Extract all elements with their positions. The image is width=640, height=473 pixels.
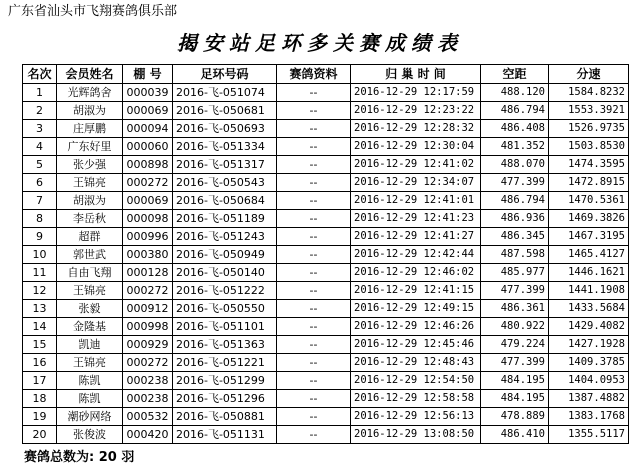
cell-rank: 10 [23, 246, 57, 264]
table-row [23, 120, 629, 138]
cell-loft: 000420 [123, 426, 173, 444]
table-row [23, 354, 629, 372]
cell-member: 自由飞翔 [57, 264, 123, 282]
cell-speed: 1429.4082 [549, 318, 629, 336]
cell-rank: 4 [23, 138, 57, 156]
table-row [23, 228, 629, 246]
cell-rank: 18 [23, 390, 57, 408]
cell-rank: 2 [23, 102, 57, 120]
table-row [23, 210, 629, 228]
cell-speed: 1553.3921 [549, 102, 629, 120]
cell-time: 2016-12-29 12:41:02 [351, 156, 481, 174]
table-row [23, 192, 629, 210]
cell-member: 张少强 [57, 156, 123, 174]
table-row [23, 246, 629, 264]
cell-ring: 2016-飞-050550 [173, 300, 277, 318]
cell-rank: 19 [23, 408, 57, 426]
cell-loft: 000098 [123, 210, 173, 228]
cell-ring: 2016-飞-051317 [173, 156, 277, 174]
cell-time: 2016-12-29 12:41:15 [351, 282, 481, 300]
cell-info: -- [277, 354, 351, 372]
column-header-member: 会员姓名 [57, 65, 123, 84]
cell-speed: 1465.4127 [549, 246, 629, 264]
cell-ring: 2016-飞-050543 [173, 174, 277, 192]
club-name: 广东省汕头市飞翔赛鸽俱乐部 [8, 4, 178, 19]
cell-loft: 000069 [123, 102, 173, 120]
cell-distance: 486.794 [481, 102, 549, 120]
cell-speed: 1470.5361 [549, 192, 629, 210]
cell-loft: 000929 [123, 336, 173, 354]
cell-member: 张俊波 [57, 426, 123, 444]
cell-speed: 1503.8530 [549, 138, 629, 156]
cell-loft: 000996 [123, 228, 173, 246]
table-row [23, 282, 629, 300]
cell-info: -- [277, 174, 351, 192]
cell-member: 超群 [57, 228, 123, 246]
cell-rank: 5 [23, 156, 57, 174]
cell-ring: 2016-飞-051299 [173, 372, 277, 390]
cell-speed: 1387.4882 [549, 390, 629, 408]
cell-member: 王锦亮 [57, 354, 123, 372]
cell-info: -- [277, 372, 351, 390]
cell-time: 2016-12-29 12:49:15 [351, 300, 481, 318]
cell-member: 潮砂网络 [57, 408, 123, 426]
table-row [23, 426, 629, 444]
cell-distance: 486.408 [481, 120, 549, 138]
cell-ring: 2016-飞-051222 [173, 282, 277, 300]
column-header-rank: 名次 [23, 65, 57, 84]
cell-speed: 1441.1908 [549, 282, 629, 300]
cell-distance: 486.794 [481, 192, 549, 210]
cell-loft: 000272 [123, 174, 173, 192]
table-row [23, 390, 629, 408]
cell-rank: 3 [23, 120, 57, 138]
table-row [23, 156, 629, 174]
cell-distance: 477.399 [481, 354, 549, 372]
cell-rank: 1 [23, 84, 57, 102]
cell-member: 凯迪 [57, 336, 123, 354]
cell-member: 胡淑为 [57, 192, 123, 210]
column-header-info: 赛鸽资料 [277, 65, 351, 84]
cell-info: -- [277, 138, 351, 156]
cell-distance: 488.070 [481, 156, 549, 174]
cell-speed: 1446.1621 [549, 264, 629, 282]
cell-loft: 000272 [123, 354, 173, 372]
cell-ring: 2016-飞-051363 [173, 336, 277, 354]
cell-info: -- [277, 282, 351, 300]
cell-speed: 1474.3595 [549, 156, 629, 174]
cell-rank: 11 [23, 264, 57, 282]
cell-rank: 7 [23, 192, 57, 210]
cell-ring: 2016-飞-051131 [173, 426, 277, 444]
cell-loft: 000238 [123, 372, 173, 390]
table-row [23, 264, 629, 282]
cell-distance: 481.352 [481, 138, 549, 156]
table-row [23, 336, 629, 354]
cell-time: 2016-12-29 12:23:22 [351, 102, 481, 120]
report-title: 揭安站足环多关赛成绩表 [177, 31, 463, 55]
column-header-speed: 分速 [549, 65, 629, 84]
table-row [23, 102, 629, 120]
cell-loft: 000069 [123, 192, 173, 210]
cell-ring: 2016-飞-051074 [173, 84, 277, 102]
cell-rank: 6 [23, 174, 57, 192]
cell-rank: 17 [23, 372, 57, 390]
cell-loft: 000898 [123, 156, 173, 174]
cell-time: 2016-12-29 12:41:23 [351, 210, 481, 228]
cell-time: 2016-12-29 12:34:07 [351, 174, 481, 192]
cell-time: 2016-12-29 12:42:44 [351, 246, 481, 264]
cell-rank: 9 [23, 228, 57, 246]
cell-info: -- [277, 120, 351, 138]
cell-rank: 20 [23, 426, 57, 444]
cell-info: -- [277, 264, 351, 282]
cell-rank: 12 [23, 282, 57, 300]
cell-speed: 1472.8915 [549, 174, 629, 192]
cell-distance: 477.399 [481, 174, 549, 192]
cell-ring: 2016-飞-051101 [173, 318, 277, 336]
table-header-row [23, 65, 629, 84]
cell-member: 王锦亮 [57, 174, 123, 192]
cell-time: 2016-12-29 12:46:02 [351, 264, 481, 282]
cell-member: 庄厚鹏 [57, 120, 123, 138]
cell-loft: 000912 [123, 300, 173, 318]
table-row [23, 318, 629, 336]
cell-speed: 1433.5684 [549, 300, 629, 318]
cell-member: 金隆基 [57, 318, 123, 336]
cell-distance: 479.224 [481, 336, 549, 354]
cell-distance: 487.598 [481, 246, 549, 264]
cell-info: -- [277, 156, 351, 174]
cell-info: -- [277, 426, 351, 444]
cell-info: -- [277, 210, 351, 228]
cell-speed: 1355.5117 [549, 426, 629, 444]
cell-member: 郭世武 [57, 246, 123, 264]
cell-time: 2016-12-29 12:46:26 [351, 318, 481, 336]
column-header-ring: 足环号码 [173, 65, 277, 84]
cell-time: 2016-12-29 12:17:59 [351, 84, 481, 102]
cell-info: -- [277, 318, 351, 336]
cell-member: 胡淑为 [57, 102, 123, 120]
cell-distance: 480.922 [481, 318, 549, 336]
results-body [23, 84, 629, 444]
cell-ring: 2016-飞-051221 [173, 354, 277, 372]
cell-ring: 2016-飞-050881 [173, 408, 277, 426]
cell-distance: 486.361 [481, 300, 549, 318]
cell-loft: 000039 [123, 84, 173, 102]
cell-ring: 2016-飞-050681 [173, 102, 277, 120]
cell-time: 2016-12-29 12:54:50 [351, 372, 481, 390]
column-header-time: 归 巢 时 间 [351, 65, 481, 84]
cell-info: -- [277, 390, 351, 408]
cell-speed: 1584.8232 [549, 84, 629, 102]
cell-time: 2016-12-29 12:58:58 [351, 390, 481, 408]
cell-distance: 484.195 [481, 390, 549, 408]
cell-info: -- [277, 336, 351, 354]
cell-loft: 000380 [123, 246, 173, 264]
cell-ring: 2016-飞-050140 [173, 264, 277, 282]
cell-distance: 486.345 [481, 228, 549, 246]
cell-distance: 488.120 [481, 84, 549, 102]
column-header-loft: 棚 号 [123, 65, 173, 84]
cell-distance: 486.936 [481, 210, 549, 228]
total-count: 赛鸽总数为: 20 羽 [24, 450, 135, 465]
cell-speed: 1409.3785 [549, 354, 629, 372]
cell-time: 2016-12-29 13:08:50 [351, 426, 481, 444]
cell-ring: 2016-飞-051296 [173, 390, 277, 408]
cell-member: 光辉鸽舍 [57, 84, 123, 102]
cell-info: -- [277, 102, 351, 120]
cell-member: 李岳秋 [57, 210, 123, 228]
cell-rank: 8 [23, 210, 57, 228]
cell-member: 广东好里 [57, 138, 123, 156]
cell-time: 2016-12-29 12:45:46 [351, 336, 481, 354]
cell-speed: 1427.1928 [549, 336, 629, 354]
cell-ring: 2016-飞-051189 [173, 210, 277, 228]
cell-loft: 000094 [123, 120, 173, 138]
cell-time: 2016-12-29 12:30:04 [351, 138, 481, 156]
cell-info: -- [277, 408, 351, 426]
cell-loft: 000238 [123, 390, 173, 408]
cell-speed: 1467.3195 [549, 228, 629, 246]
cell-member: 陈凯 [57, 390, 123, 408]
cell-member: 张毅 [57, 300, 123, 318]
column-header-distance: 空距 [481, 65, 549, 84]
table-row [23, 138, 629, 156]
cell-ring: 2016-飞-050684 [173, 192, 277, 210]
cell-ring: 2016-飞-051334 [173, 138, 277, 156]
cell-rank: 13 [23, 300, 57, 318]
cell-loft: 000128 [123, 264, 173, 282]
cell-info: -- [277, 192, 351, 210]
cell-time: 2016-12-29 12:41:01 [351, 192, 481, 210]
table-row [23, 174, 629, 192]
cell-time: 2016-12-29 12:28:32 [351, 120, 481, 138]
table-row [23, 408, 629, 426]
cell-distance: 484.195 [481, 372, 549, 390]
cell-loft: 000532 [123, 408, 173, 426]
cell-ring: 2016-飞-051243 [173, 228, 277, 246]
cell-info: -- [277, 246, 351, 264]
cell-distance: 477.399 [481, 282, 549, 300]
results-table [22, 64, 629, 444]
cell-speed: 1526.9735 [549, 120, 629, 138]
cell-speed: 1404.0953 [549, 372, 629, 390]
cell-info: -- [277, 300, 351, 318]
cell-speed: 1469.3826 [549, 210, 629, 228]
cell-info: -- [277, 228, 351, 246]
table-row [23, 372, 629, 390]
cell-member: 王锦亮 [57, 282, 123, 300]
cell-ring: 2016-飞-050949 [173, 246, 277, 264]
cell-distance: 478.889 [481, 408, 549, 426]
cell-loft: 000272 [123, 282, 173, 300]
cell-ring: 2016-飞-050693 [173, 120, 277, 138]
cell-member: 陈凯 [57, 372, 123, 390]
table-row [23, 300, 629, 318]
cell-distance: 486.410 [481, 426, 549, 444]
cell-loft: 000998 [123, 318, 173, 336]
cell-distance: 485.977 [481, 264, 549, 282]
cell-speed: 1383.1768 [549, 408, 629, 426]
cell-time: 2016-12-29 12:48:43 [351, 354, 481, 372]
cell-loft: 000060 [123, 138, 173, 156]
table-row [23, 84, 629, 102]
cell-time: 2016-12-29 12:56:13 [351, 408, 481, 426]
cell-rank: 14 [23, 318, 57, 336]
cell-time: 2016-12-29 12:41:27 [351, 228, 481, 246]
cell-rank: 15 [23, 336, 57, 354]
cell-info: -- [277, 84, 351, 102]
cell-rank: 16 [23, 354, 57, 372]
